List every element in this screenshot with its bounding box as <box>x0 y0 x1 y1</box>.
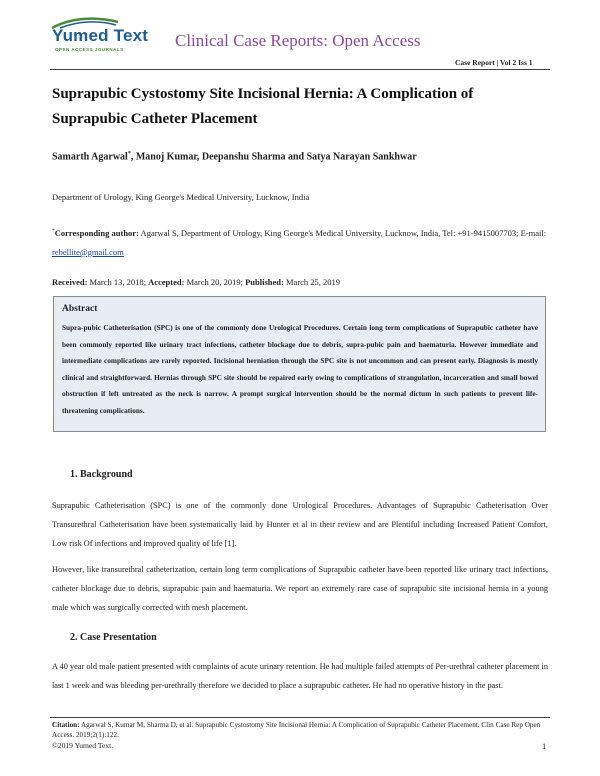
abstract-text: Supra-pubic Catheterisation (SPC) is one of the commonly done Urological Procedures. Certain long term complications of Suprapubic catheter have been commonly reported like urinary tract infections, catheter blockage due to debris, supra-pubic pain and haematuria. However immediate and intermediate complications are rarely reported. Incisional herniation through the SPC site is not uncommon and can present early. Diagnosis is mostly clinical and straightforward. Hernias through SPC site should be repaired early owing to complications of strangulation, incarceration and small bowel obstruction if left untreated as the neck is narrow. A prompt surgical intervention should be the normal dictum in such patients to prevent life-threatening complications. <box>62 323 538 415</box>
received-date: March 13, 2018; <box>87 277 149 287</box>
footer-divider <box>50 717 550 718</box>
other-authors: , Manoj Kumar, Deepanshu Sharma and Satya Narayan Sankhwar <box>130 151 417 163</box>
header-divider <box>50 69 550 70</box>
corr-mark: * <box>52 228 55 234</box>
journal-name: Clinical Case Reports: Open Access <box>175 31 421 50</box>
report-info: Case Report | Vol 2 Iss 1 <box>455 58 533 67</box>
case-paragraph-1: A 40 year old male patient presented with complaints of acute urinary retention. He had multiple failed attempts of Per-urethral catheter placement in last 1 week and was bleeding per-urethrally therefore we decided to place a suprapubic catheter. He had no operative history in the past. <box>52 662 548 690</box>
abstract-heading: Abstract <box>62 304 98 314</box>
copyright: ©2019 Yumed Text. <box>52 741 114 750</box>
author-list <box>52 151 417 162</box>
corresponding-mark: * <box>127 151 131 157</box>
corresponding-author <box>52 222 548 262</box>
logo-name: Yumed Text <box>52 26 149 45</box>
article-title: Suprapubic Cystostomy Site Incisional Hernia: A Complication of Suprapubic Catheter Placement <box>52 86 474 127</box>
corr-label: Corresponding author: <box>54 227 139 238</box>
citation-text: Agarwal S, Kumar M, Sharma D, et al. Suprapubic Cystostomy Site Incisional Hernia: A Complication of Suprapubic Catheter Placement. Clin Case Rep Open Access. 2019;2(1):122. <box>52 721 541 739</box>
published-date: March 25, 2019 <box>283 277 341 287</box>
page-number: 1 <box>542 741 547 751</box>
accepted-date: March 20, 2019; <box>184 277 246 287</box>
published-label: Published: <box>245 277 284 287</box>
email-link[interactable]: rebellite@gmail.com <box>52 246 124 257</box>
background-paragraph-1: Suprapubic Catheterisation (SPC) is one of the commonly done Urological Procedures. Advantages of Suprapubic Catheterisation Over Transurethral Catheterisation have been systematically laid by Hunter et al in their review and are Plentiful including Increased Patient Comfort, Low risk Of infections and improved quality of life [1]. <box>52 501 548 548</box>
logo-tagline: OPEN ACCESS JOURNALS <box>55 47 124 52</box>
section-heading-background: 1. Background <box>70 469 133 480</box>
first-author: Samarth Agarwal <box>52 151 128 163</box>
corr-text: Agarwal S, Department of Urology, King George's Medical University, Lucknow, India, Tel: +91-9415007703; E-mail: <box>138 227 547 238</box>
background-paragraph-2: However, like transurethral catheterization, certain long term complications of Suprapubic catheter have been reported like urinary tract infections, catheter blockage due to debris, suprapubic pain and haematuria. We report an extremely rare case of suprapubic site incisional hernia in a young male which was surgically corrected with mesh placement. <box>52 565 548 612</box>
section-heading-case: 2. Case Presentation <box>70 632 157 643</box>
received-label: Received: <box>52 277 88 287</box>
citation <box>52 721 548 740</box>
affiliation: Department of Urology, King George's Medical University, Lucknow, India <box>52 192 310 202</box>
article-dates <box>52 277 340 287</box>
accepted-label: Accepted: <box>148 277 185 287</box>
citation-label: Citation: <box>52 721 80 729</box>
